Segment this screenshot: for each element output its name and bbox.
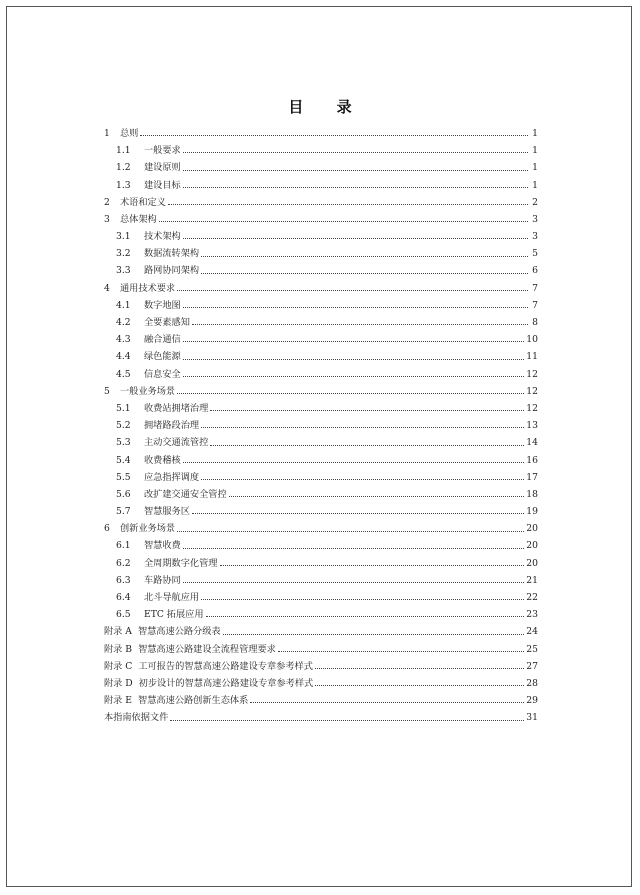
dot-leader (177, 290, 528, 291)
toc-entry[interactable] (104, 413, 538, 430)
dot-leader (192, 513, 524, 514)
toc-entry-page: 17 (526, 471, 538, 483)
toc-entry-number: 6.3 (116, 574, 131, 586)
toc-entry[interactable] (104, 241, 538, 258)
toc-entry-number: 4.4 (116, 351, 131, 363)
toc-entry-number: 6 (104, 523, 110, 535)
toc-entry-title: 智慧高速公路建设全流程管理要求 (138, 643, 276, 655)
toc-entry-title: 收费稽核 (144, 454, 181, 466)
toc-entry[interactable] (104, 688, 538, 705)
toc-entry-page: 1 (532, 127, 538, 139)
dot-leader (201, 599, 524, 600)
toc-entry-number: 6.1 (116, 540, 131, 552)
toc-entry[interactable] (104, 310, 538, 327)
toc-entry-number: 附录 A (104, 626, 132, 638)
toc-entry-title: 本指南依据文件 (104, 712, 169, 724)
toc-entry-page: 27 (526, 660, 538, 672)
toc-entry-title: 绿色能源 (144, 351, 181, 363)
toc-entry-number: 3.1 (116, 231, 131, 243)
toc-entry-number: 3.2 (116, 248, 131, 260)
toc-entry[interactable] (104, 155, 538, 172)
toc-entry[interactable] (104, 207, 538, 224)
toc-entry[interactable] (104, 190, 538, 207)
toc-entry-page: 31 (526, 712, 538, 724)
toc-entry-title: 工可报告的智慧高速公路建设专章参考样式 (138, 660, 313, 672)
toc-entry-number: 6.2 (116, 557, 131, 569)
toc-entry[interactable] (104, 173, 538, 190)
toc-entry[interactable] (104, 637, 538, 654)
toc-entry-page: 1 (532, 179, 538, 191)
dot-leader (210, 410, 524, 411)
toc-entry-title: 数字地图 (144, 299, 181, 311)
toc-entry[interactable] (104, 602, 538, 619)
toc-entry-number: 5.3 (116, 437, 131, 449)
toc-entry[interactable] (104, 293, 538, 310)
toc-entry[interactable] (104, 516, 538, 533)
dot-leader (183, 376, 525, 377)
dot-leader (168, 204, 528, 205)
dot-leader (192, 324, 528, 325)
toc-entry-page: 18 (526, 488, 538, 500)
toc-entry-title: 建设目标 (144, 179, 181, 191)
toc-entry-page: 23 (526, 609, 538, 621)
dot-leader (183, 582, 525, 583)
toc-entry-number: 4.5 (116, 368, 131, 380)
toc-entry-number: 1 (104, 127, 110, 139)
toc-entry-page: 14 (526, 437, 538, 449)
toc-entry-title: 数据流转架构 (144, 248, 200, 260)
toc-entry[interactable] (104, 705, 538, 722)
dot-leader (220, 565, 525, 566)
toc-entry-title: 路网协同架构 (144, 265, 200, 277)
toc-entry[interactable] (104, 276, 538, 293)
toc-entry-page: 12 (526, 368, 538, 380)
toc-entry[interactable] (104, 259, 538, 276)
toc-entry-page: 16 (526, 454, 538, 466)
dot-leader (177, 393, 524, 394)
dot-leader (183, 170, 528, 171)
toc-entry[interactable] (104, 327, 538, 344)
toc-entry[interactable] (104, 671, 538, 688)
toc-entry-title: 收费站拥堵治理 (144, 402, 209, 414)
toc-entry-number: 5.7 (116, 506, 131, 518)
toc-entry-number: 5.1 (116, 402, 131, 414)
toc-entry[interactable] (104, 224, 538, 241)
toc-entry-title: 技术架构 (144, 231, 181, 243)
toc-entry-page: 10 (526, 334, 538, 346)
toc-entry[interactable] (104, 465, 538, 482)
toc-entry-page: 1 (532, 162, 538, 174)
toc-entry-title: 一般业务场景 (120, 385, 176, 397)
toc-entry-page: 3 (532, 213, 538, 225)
toc-entry-title: 智慧收费 (144, 540, 181, 552)
dot-leader (229, 496, 525, 497)
toc-entry-page: 5 (532, 248, 538, 260)
toc-entry-page: 22 (526, 592, 538, 604)
toc-entry[interactable] (104, 619, 538, 636)
toc-entry-number: 4.1 (116, 299, 131, 311)
dot-leader (315, 685, 524, 686)
toc-entry[interactable] (104, 396, 538, 413)
toc-entry-number: 3.3 (116, 265, 131, 277)
toc-entry-page: 25 (526, 643, 538, 655)
toc-entry-page: 2 (532, 196, 538, 208)
dot-leader (140, 135, 528, 136)
toc-entry-title: 融合通信 (144, 334, 181, 346)
toc-entry-title: 车路协同 (144, 574, 181, 586)
dot-leader (177, 531, 524, 532)
toc-entry-page: 19 (526, 506, 538, 518)
dot-leader (183, 238, 528, 239)
toc-entry-number: 附录 B (104, 643, 133, 655)
toc-entry-number: 附录 C (104, 660, 133, 672)
toc-entry[interactable] (104, 448, 538, 465)
dot-leader (223, 634, 525, 635)
toc-entry-title: 创新业务场景 (120, 523, 176, 535)
toc-entry-title: 建设原则 (144, 162, 181, 174)
toc-entry[interactable] (104, 121, 538, 138)
toc-entry-title: 通用技术要求 (120, 282, 176, 294)
toc-entry-number: 6.4 (116, 592, 131, 604)
dot-leader (250, 702, 524, 703)
dot-leader (183, 152, 528, 153)
toc-entry-title: ETC 拓展应用 (144, 609, 204, 621)
dot-leader (278, 651, 524, 652)
dot-leader (315, 668, 524, 669)
dot-leader (210, 445, 524, 446)
toc-entry-page: 1 (532, 145, 538, 157)
toc-entry-number: 5 (104, 385, 110, 397)
toc-entry-page: 29 (526, 695, 538, 707)
dot-leader (201, 479, 524, 480)
toc-entry[interactable] (104, 362, 538, 379)
toc-entry-page: 13 (526, 420, 538, 432)
toc-entry-number: 1.2 (116, 162, 131, 174)
toc-entry-title: 全要素感知 (144, 317, 190, 329)
dot-leader (183, 359, 525, 360)
toc-entry-page: 7 (532, 299, 538, 311)
toc-entry-title: 智慧服务区 (144, 506, 190, 518)
toc-entry-title: 主动交通流管控 (144, 437, 209, 449)
toc-entry-title: 总体架构 (120, 213, 157, 225)
toc-entry-title: 术语和定义 (120, 196, 166, 208)
toc-entry-number: 6.5 (116, 609, 131, 621)
toc-entry-page: 20 (526, 540, 538, 552)
toc-entry[interactable] (104, 482, 538, 499)
toc-entry[interactable] (104, 551, 538, 568)
toc-entry-number: 3 (104, 213, 110, 225)
toc-entry-number: 2 (104, 196, 110, 208)
toc-entry-number: 4 (104, 282, 110, 294)
toc-entry-title: 全周期数字化管理 (144, 557, 218, 569)
toc-entry-number: 1.3 (116, 179, 131, 191)
toc-entry-page: 20 (526, 523, 538, 535)
dot-leader (183, 462, 525, 463)
toc-entry-number: 5.5 (116, 471, 131, 483)
toc-entry-title: 北斗导航应用 (144, 592, 200, 604)
dot-leader (159, 221, 528, 222)
toc-entry-number: 1.1 (116, 145, 131, 157)
toc-entry-page: 24 (526, 626, 538, 638)
dot-leader (170, 720, 524, 721)
toc-entry-title: 拥堵路段治理 (144, 420, 200, 432)
toc-entry-number: 5.6 (116, 488, 131, 500)
toc-entry-page: 11 (526, 351, 538, 363)
toc-entry-number: 附录 E (104, 695, 133, 707)
toc-entry[interactable] (104, 499, 538, 516)
table-of-contents (104, 121, 538, 723)
dot-leader (183, 341, 525, 342)
toc-entry-title: 一般要求 (144, 145, 181, 157)
dot-leader (183, 307, 528, 308)
toc-entry[interactable] (104, 344, 538, 361)
toc-entry-page: 8 (532, 317, 538, 329)
dot-leader (183, 548, 525, 549)
toc-entry-page: 7 (532, 282, 538, 294)
toc-entry-number: 5.2 (116, 420, 131, 432)
toc-entry[interactable] (104, 138, 538, 155)
toc-entry-page: 21 (526, 574, 538, 586)
toc-entry-number: 5.4 (116, 454, 131, 466)
toc-entry-title: 信息安全 (144, 368, 181, 380)
dot-leader (201, 256, 528, 257)
toc-entry-page: 20 (526, 557, 538, 569)
toc-entry-number: 附录 D (104, 677, 133, 689)
toc-entry[interactable] (104, 585, 538, 602)
toc-entry-title: 智慧高速公路创新生态体系 (138, 695, 249, 707)
toc-entry[interactable] (104, 379, 538, 396)
toc-entry-page: 6 (532, 265, 538, 277)
dot-leader (201, 427, 524, 428)
toc-entry-page: 3 (532, 231, 538, 243)
toc-entry-number: 4.2 (116, 317, 131, 329)
toc-entry-title: 改扩建交通安全管控 (144, 488, 227, 500)
toc-entry-page: 12 (526, 385, 538, 397)
toc-entry-number: 4.3 (116, 334, 131, 346)
dot-leader (201, 273, 528, 274)
toc-entry-title: 智慧高速公路分级表 (137, 626, 221, 638)
toc-entry[interactable] (104, 654, 538, 671)
toc-entry-title: 总则 (120, 127, 139, 139)
toc-entry[interactable] (104, 534, 538, 551)
toc-entry-title: 应急指挥调度 (144, 471, 200, 483)
toc-entry-title: 初步设计的智慧高速公路建设专章参考样式 (138, 677, 314, 689)
toc-entry-page: 12 (526, 402, 538, 414)
toc-entry[interactable] (104, 430, 538, 447)
toc-entry-page: 28 (526, 677, 538, 689)
page-title: 目 录 (288, 98, 366, 116)
dot-leader (183, 187, 528, 188)
toc-entry[interactable] (104, 568, 538, 585)
dot-leader (206, 616, 525, 617)
